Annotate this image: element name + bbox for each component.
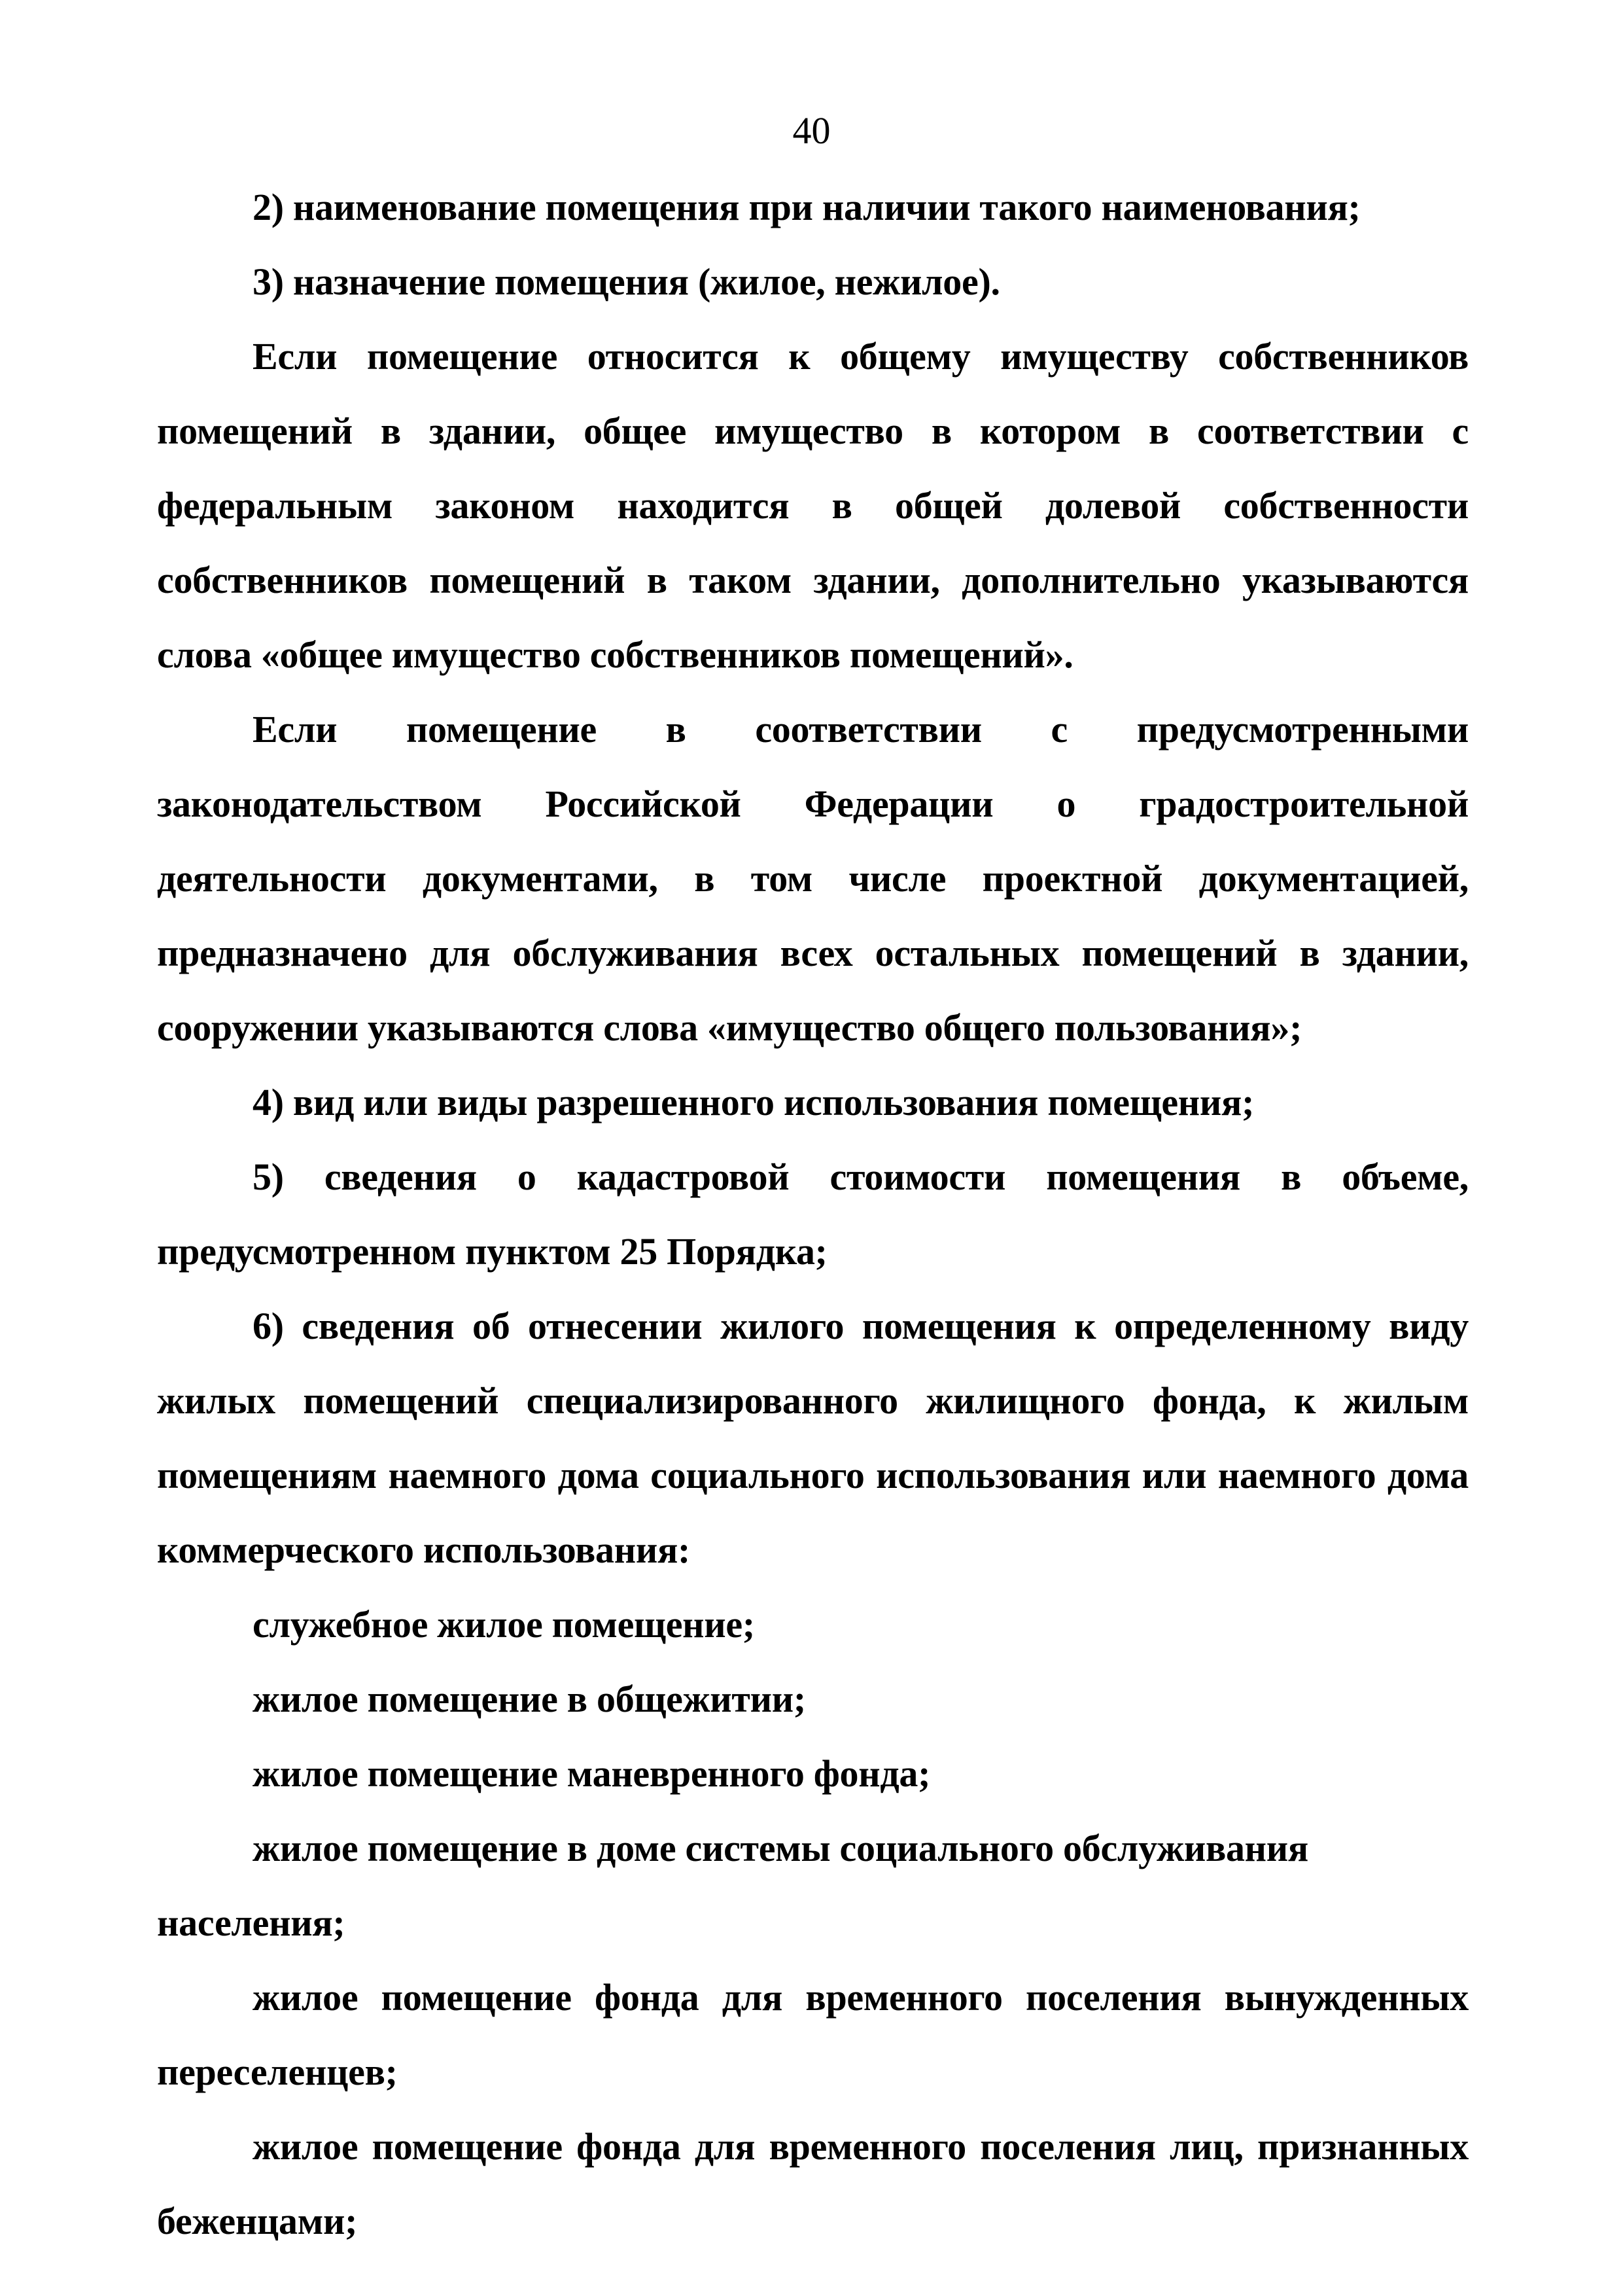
paragraph-item-2: 2) наименование помещения при наличии такого наименования; (253, 186, 1361, 228)
list-item: служебное жилое помещение; (253, 1603, 755, 1646)
list-item: жилое помещение маневренного фонда; (253, 1752, 931, 1795)
paragraph-item-6: 6) сведения об отнесении жилого помещения к определенному виду жилых помещений специализированного жилищного фонда, к жилым помещениям наемного дома социального использования или наемного дома коммерческого использования: (157, 1305, 1469, 1571)
document-body (157, 170, 1469, 2259)
paragraph-item-4: 4) вид или виды разрешенного использования помещения; (253, 1081, 1255, 1123)
list-item: жилое помещение в общежитии; (253, 1678, 806, 1720)
page-number: 40 (792, 109, 831, 152)
paragraph-common-use-property: Если помещение в соответствии с предусмотренными законодательством Российской Федерации о градостроительной деятельности документами, в том числе проектной документацией, предназначено для обслуживания всех остальных помещений в здании, сооружении указываются слова «имущество общего пользования»; (157, 708, 1469, 1049)
list-item: жилое помещение фонда для временного поселения лиц, признанных беженцами; (157, 2125, 1469, 2242)
list-item: жилое помещение в доме системы социального обслуживания населения; (157, 1827, 1308, 1944)
paragraph-item-3: 3) назначение помещения (жилое, нежилое). (253, 260, 1000, 303)
paragraph-common-property: Если помещение относится к общему имуществу собственников помещений в здании, общее имущество в котором в соответствии с федеральным законом находится в общей долевой собственности собственников помещений в таком здании, дополнительно указываются слова «общее имущество собственников помещений». (157, 335, 1469, 676)
list-item: жилое помещение фонда для временного поселения вынужденных переселенцев; (157, 1976, 1469, 2093)
paragraph-item-5: 5) сведения о кадастровой стоимости помещения в объеме, предусмотренном пунктом 25 Порядка; (157, 1156, 1469, 1273)
